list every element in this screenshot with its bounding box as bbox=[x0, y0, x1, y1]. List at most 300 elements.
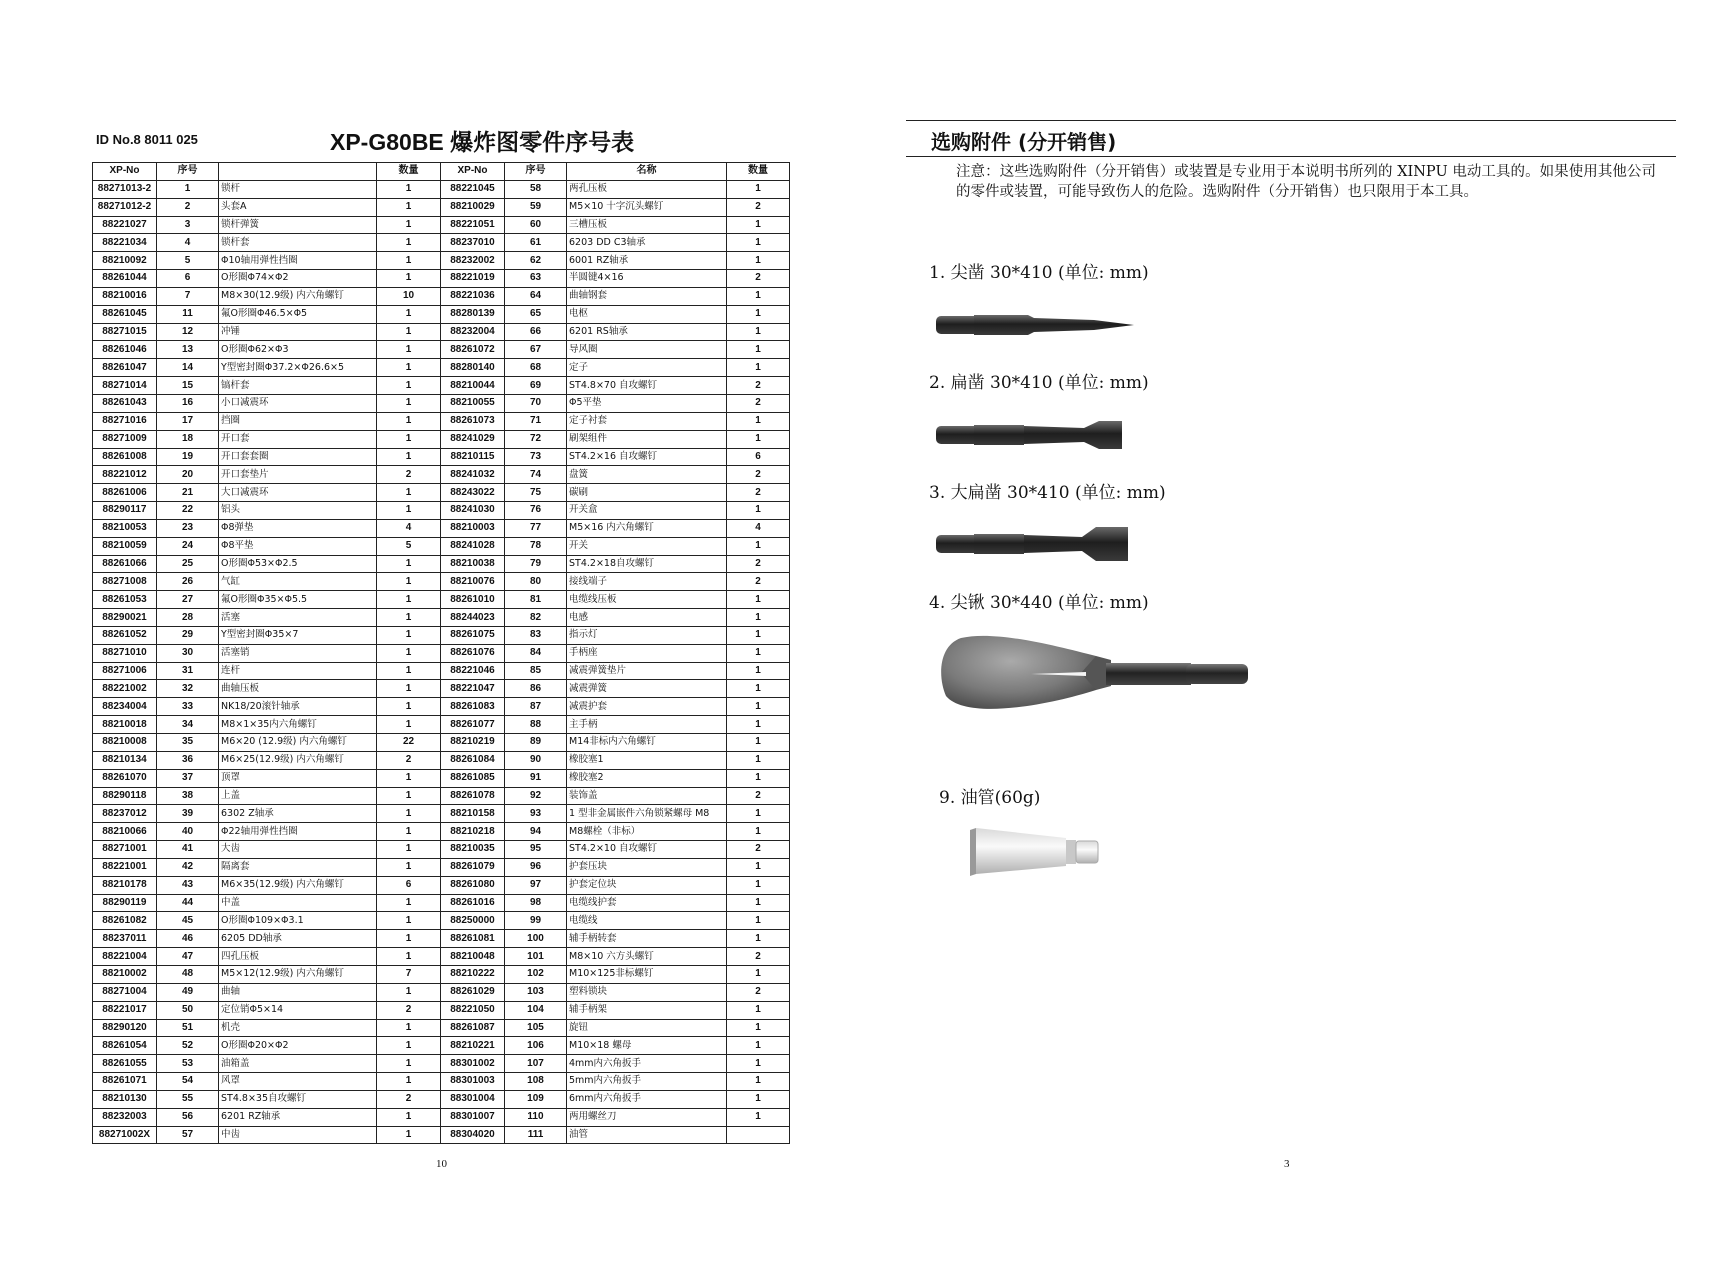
cell-xp-no: 88237010 bbox=[441, 234, 505, 252]
cell-name: Y型密封圈Φ35×7 bbox=[219, 626, 377, 644]
cell-qty: 2 bbox=[727, 787, 790, 805]
wide-chisel-icon bbox=[934, 525, 1130, 563]
cell-name: M8螺栓（非标） bbox=[567, 823, 727, 841]
cell-qty: 1 bbox=[727, 662, 790, 680]
cell-seq: 89 bbox=[505, 734, 567, 752]
cell-seq: 29 bbox=[157, 626, 219, 644]
cell-qty: 1 bbox=[727, 430, 790, 448]
cell-qty: 1 bbox=[377, 823, 441, 841]
cell-qty: 2 bbox=[727, 573, 790, 591]
table-row bbox=[93, 769, 790, 787]
cell-seq: 61 bbox=[505, 234, 567, 252]
table-row bbox=[93, 930, 790, 948]
cell-qty: 1 bbox=[727, 1037, 790, 1055]
cell-name: 5mm内六角扳手 bbox=[567, 1073, 727, 1091]
cell-qty: 1 bbox=[377, 591, 441, 609]
cell-seq: 3 bbox=[157, 216, 219, 234]
cell-xp-no: 88210076 bbox=[441, 573, 505, 591]
cell-qty: 1 bbox=[727, 1055, 790, 1073]
cell-seq: 91 bbox=[505, 769, 567, 787]
cell-xp-no: 88241029 bbox=[441, 430, 505, 448]
cell-qty: 1 bbox=[377, 680, 441, 698]
cell-qty: 1 bbox=[727, 502, 790, 520]
cell-seq: 81 bbox=[505, 591, 567, 609]
cell-qty: 22 bbox=[377, 734, 441, 752]
cell-qty: 2 bbox=[727, 466, 790, 484]
cell-qty: 1 bbox=[727, 876, 790, 894]
cell-xp-no: 88304020 bbox=[441, 1126, 505, 1144]
cell-qty: 2 bbox=[377, 466, 441, 484]
accessory-label: 9. 油管(60g) bbox=[939, 788, 1041, 808]
cell-qty: 1 bbox=[727, 858, 790, 876]
cell-xp-no: 88290117 bbox=[93, 502, 157, 520]
cell-seq: 2 bbox=[157, 198, 219, 216]
cell-xp-no: 88210016 bbox=[93, 287, 157, 305]
cell-seq: 107 bbox=[505, 1055, 567, 1073]
cell-seq: 60 bbox=[505, 216, 567, 234]
cell-name: Φ22轴用弹性挡圈 bbox=[219, 823, 377, 841]
header-qty: 数量 bbox=[727, 163, 790, 181]
cell-seq: 80 bbox=[505, 573, 567, 591]
cell-seq: 111 bbox=[505, 1126, 567, 1144]
cell-seq: 32 bbox=[157, 680, 219, 698]
cell-name: 4mm内六角扳手 bbox=[567, 1055, 727, 1073]
header-seq: 序号 bbox=[505, 163, 567, 181]
cell-name: M5×12(12.9级) 内六角螺钉 bbox=[219, 965, 377, 983]
cell-qty: 2 bbox=[377, 1090, 441, 1108]
cell-name: Φ5平垫 bbox=[567, 394, 727, 412]
cell-name: 锁杆套 bbox=[219, 234, 377, 252]
table-row bbox=[93, 912, 790, 930]
cell-name: 氟O形圈Φ35×Φ5.5 bbox=[219, 591, 377, 609]
cell-seq: 51 bbox=[157, 1019, 219, 1037]
cell-xp-no: 88210055 bbox=[441, 394, 505, 412]
left-page bbox=[0, 0, 856, 1282]
cell-name: 6203 DD C3轴承 bbox=[567, 234, 727, 252]
cell-xp-no: 88301007 bbox=[441, 1108, 505, 1126]
cell-name: NK18/20滚针轴承 bbox=[219, 698, 377, 716]
cell-name: 锁杆弹簧 bbox=[219, 216, 377, 234]
cell-name: 连杆 bbox=[219, 662, 377, 680]
cell-name: 手柄座 bbox=[567, 644, 727, 662]
cell-qty: 1 bbox=[377, 377, 441, 395]
cell-xp-no: 88221046 bbox=[441, 662, 505, 680]
table-row bbox=[93, 823, 790, 841]
cell-name: 减震护套 bbox=[567, 698, 727, 716]
cell-qty: 1 bbox=[377, 430, 441, 448]
cell-xp-no: 88210092 bbox=[93, 252, 157, 270]
cell-seq: 67 bbox=[505, 341, 567, 359]
cell-seq: 57 bbox=[157, 1126, 219, 1144]
cell-name: 橡胶塞2 bbox=[567, 769, 727, 787]
header-seq: 序号 bbox=[157, 163, 219, 181]
cell-seq: 30 bbox=[157, 644, 219, 662]
cell-name: 6302 Z轴承 bbox=[219, 805, 377, 823]
cell-xp-no: 88232003 bbox=[93, 1108, 157, 1126]
cell-seq: 82 bbox=[505, 609, 567, 627]
table-row bbox=[93, 1001, 790, 1019]
point-chisel-icon bbox=[934, 310, 1134, 340]
cell-name: 中齿 bbox=[219, 1126, 377, 1144]
table-header-row bbox=[93, 163, 790, 181]
cell-seq: 66 bbox=[505, 323, 567, 341]
cell-xp-no: 88271002X bbox=[93, 1126, 157, 1144]
section-title: 选购附件 (分开销售) bbox=[931, 130, 1117, 154]
cell-xp-no: 88261071 bbox=[93, 1073, 157, 1091]
cell-xp-no: 88210158 bbox=[441, 805, 505, 823]
cell-name: 开口套垫片 bbox=[219, 466, 377, 484]
cell-xp-no: 88221012 bbox=[93, 466, 157, 484]
cell-xp-no: 88271012-2 bbox=[93, 198, 157, 216]
cell-name: O形圈Φ109×Φ3.1 bbox=[219, 912, 377, 930]
cell-qty: 1 bbox=[377, 484, 441, 502]
cell-xp-no: 88261006 bbox=[93, 484, 157, 502]
cell-name: 电缆线压板 bbox=[567, 591, 727, 609]
cell-seq: 98 bbox=[505, 894, 567, 912]
cell-seq: 38 bbox=[157, 787, 219, 805]
cell-xp-no: 88210218 bbox=[441, 823, 505, 841]
cell-seq: 108 bbox=[505, 1073, 567, 1091]
cell-xp-no: 88210134 bbox=[93, 751, 157, 769]
cell-seq: 64 bbox=[505, 287, 567, 305]
cell-xp-no: 88210178 bbox=[93, 876, 157, 894]
cell-seq: 72 bbox=[505, 430, 567, 448]
cell-xp-no: 88221004 bbox=[93, 948, 157, 966]
cell-seq: 100 bbox=[505, 930, 567, 948]
accessory-label: 4. 尖锹 30*440 (单位: mm) bbox=[929, 593, 1149, 613]
cell-qty: 1 bbox=[727, 234, 790, 252]
cell-qty: 5 bbox=[377, 537, 441, 555]
cell-xp-no: 88290021 bbox=[93, 609, 157, 627]
table-row bbox=[93, 716, 790, 734]
cell-qty: 1 bbox=[727, 626, 790, 644]
table-row bbox=[93, 1126, 790, 1144]
cell-qty: 1 bbox=[727, 930, 790, 948]
cell-name: 定子 bbox=[567, 359, 727, 377]
cell-qty: 1 bbox=[727, 1073, 790, 1091]
cell-seq: 78 bbox=[505, 537, 567, 555]
cell-seq: 70 bbox=[505, 394, 567, 412]
cell-qty: 1 bbox=[727, 805, 790, 823]
cell-name: M6×20 (12.9级) 内六角螺钉 bbox=[219, 734, 377, 752]
cell-seq: 17 bbox=[157, 412, 219, 430]
table-row bbox=[93, 1073, 790, 1091]
cell-xp-no: 88271013-2 bbox=[93, 180, 157, 198]
cell-name: 曲轴钢套 bbox=[567, 287, 727, 305]
cell-seq: 86 bbox=[505, 680, 567, 698]
cell-qty: 1 bbox=[727, 751, 790, 769]
cell-qty: 1 bbox=[377, 662, 441, 680]
cell-qty: 1 bbox=[377, 252, 441, 270]
cell-seq: 50 bbox=[157, 1001, 219, 1019]
divider bbox=[906, 156, 1676, 157]
table-row bbox=[93, 216, 790, 234]
cell-name: 半圆键4×16 bbox=[567, 270, 727, 288]
cell-name: M10×18 螺母 bbox=[567, 1037, 727, 1055]
accessory-label: 3. 大扁凿 30*410 (单位: mm) bbox=[929, 483, 1166, 503]
table-row bbox=[93, 484, 790, 502]
cell-qty: 1 bbox=[727, 769, 790, 787]
cell-qty: 1 bbox=[377, 180, 441, 198]
cell-qty: 1 bbox=[377, 394, 441, 412]
table-row bbox=[93, 876, 790, 894]
cell-qty: 1 bbox=[727, 1090, 790, 1108]
cell-name: 三槽压板 bbox=[567, 216, 727, 234]
cell-seq: 85 bbox=[505, 662, 567, 680]
cell-qty: 1 bbox=[377, 626, 441, 644]
cell-name: ST4.2×18自攻螺钉 bbox=[567, 555, 727, 573]
table-row bbox=[93, 341, 790, 359]
cell-qty: 1 bbox=[727, 323, 790, 341]
cell-xp-no: 88232004 bbox=[441, 323, 505, 341]
table-row bbox=[93, 894, 790, 912]
spade-chisel-icon bbox=[936, 628, 1256, 728]
table-row bbox=[93, 841, 790, 859]
cell-name: 电感 bbox=[567, 609, 727, 627]
cell-seq: 88 bbox=[505, 716, 567, 734]
table-row bbox=[93, 948, 790, 966]
cell-seq: 39 bbox=[157, 805, 219, 823]
cell-seq: 110 bbox=[505, 1108, 567, 1126]
cell-name: 中盖 bbox=[219, 894, 377, 912]
cell-seq: 102 bbox=[505, 965, 567, 983]
cell-xp-no: 88271015 bbox=[93, 323, 157, 341]
cell-xp-no: 88290118 bbox=[93, 787, 157, 805]
cell-xp-no: 88261053 bbox=[93, 591, 157, 609]
cell-name: 减震弹簧 bbox=[567, 680, 727, 698]
cell-name: 机壳 bbox=[219, 1019, 377, 1037]
cell-qty: 1 bbox=[727, 716, 790, 734]
table-row bbox=[93, 1037, 790, 1055]
header-qty: 数量 bbox=[377, 163, 441, 181]
table-row bbox=[93, 305, 790, 323]
cell-xp-no: 88261078 bbox=[441, 787, 505, 805]
cell-qty: 1 bbox=[377, 1126, 441, 1144]
cell-xp-no: 88210002 bbox=[93, 965, 157, 983]
cell-seq: 42 bbox=[157, 858, 219, 876]
cell-xp-no: 88237012 bbox=[93, 805, 157, 823]
cell-qty: 1 bbox=[377, 858, 441, 876]
cell-xp-no: 88280140 bbox=[441, 359, 505, 377]
cell-xp-no: 88261082 bbox=[93, 912, 157, 930]
parts-table-body bbox=[93, 180, 790, 1144]
cell-seq: 79 bbox=[505, 555, 567, 573]
cell-qty: 1 bbox=[727, 287, 790, 305]
cell-name: O形圈Φ20×Φ2 bbox=[219, 1037, 377, 1055]
cell-qty: 1 bbox=[377, 698, 441, 716]
cell-qty: 1 bbox=[727, 412, 790, 430]
cell-xp-no: 88221047 bbox=[441, 680, 505, 698]
cell-seq: 34 bbox=[157, 716, 219, 734]
cell-qty: 1 bbox=[377, 894, 441, 912]
cell-seq: 4 bbox=[157, 234, 219, 252]
cell-qty: 1 bbox=[377, 1037, 441, 1055]
cell-xp-no: 88301002 bbox=[441, 1055, 505, 1073]
cell-xp-no: 88290120 bbox=[93, 1019, 157, 1037]
cell-seq: 12 bbox=[157, 323, 219, 341]
cell-seq: 5 bbox=[157, 252, 219, 270]
cell-xp-no: 88210059 bbox=[93, 537, 157, 555]
cell-xp-no: 88261066 bbox=[93, 555, 157, 573]
cell-name: 开口套 bbox=[219, 430, 377, 448]
cell-qty: 1 bbox=[727, 341, 790, 359]
divider bbox=[906, 120, 1676, 121]
table-row bbox=[93, 287, 790, 305]
header-name: 名称 bbox=[567, 163, 727, 181]
cell-qty: 1 bbox=[377, 787, 441, 805]
cell-xp-no: 88234004 bbox=[93, 698, 157, 716]
cell-qty: 1 bbox=[377, 716, 441, 734]
cell-seq: 54 bbox=[157, 1073, 219, 1091]
document-id: ID No.8 8011 025 bbox=[96, 132, 198, 147]
cell-xp-no: 88271008 bbox=[93, 573, 157, 591]
cell-seq: 52 bbox=[157, 1037, 219, 1055]
cell-xp-no: 88241030 bbox=[441, 502, 505, 520]
cell-name: M5×10 十字沉头螺钉 bbox=[567, 198, 727, 216]
cell-qty: 1 bbox=[727, 180, 790, 198]
cell-name: 辅手柄转套 bbox=[567, 930, 727, 948]
cell-seq: 41 bbox=[157, 841, 219, 859]
table-row bbox=[93, 662, 790, 680]
cell-seq: 26 bbox=[157, 573, 219, 591]
cell-xp-no: 88210008 bbox=[93, 734, 157, 752]
table-row bbox=[93, 270, 790, 288]
right-page bbox=[856, 0, 1713, 1282]
cell-xp-no: 88261083 bbox=[441, 698, 505, 716]
cell-qty: 7 bbox=[377, 965, 441, 983]
cell-qty: 1 bbox=[377, 644, 441, 662]
cell-xp-no: 88221034 bbox=[93, 234, 157, 252]
cell-qty: 1 bbox=[727, 965, 790, 983]
cell-qty: 2 bbox=[377, 751, 441, 769]
table-row bbox=[93, 965, 790, 983]
cell-qty: 2 bbox=[727, 270, 790, 288]
cell-xp-no: 88210038 bbox=[441, 555, 505, 573]
cell-seq: 58 bbox=[505, 180, 567, 198]
cell-name: 小口减震环 bbox=[219, 394, 377, 412]
cell-seq: 68 bbox=[505, 359, 567, 377]
cell-qty: 1 bbox=[727, 734, 790, 752]
accessory-label: 2. 扁凿 30*410 (单位: mm) bbox=[929, 373, 1149, 393]
cell-qty: 1 bbox=[377, 841, 441, 859]
page-title: XP-G80BE 爆炸图零件序号表 bbox=[330, 129, 635, 155]
cell-xp-no: 88210115 bbox=[441, 448, 505, 466]
cell-name: 镐杆套 bbox=[219, 377, 377, 395]
cell-seq: 59 bbox=[505, 198, 567, 216]
cell-name: M8×1×35内六角螺钉 bbox=[219, 716, 377, 734]
cell-qty: 2 bbox=[727, 394, 790, 412]
cell-qty: 1 bbox=[377, 805, 441, 823]
cell-name: 6201 RS轴承 bbox=[567, 323, 727, 341]
cell-name: 铝头 bbox=[219, 502, 377, 520]
cell-seq: 47 bbox=[157, 948, 219, 966]
cell-seq: 97 bbox=[505, 876, 567, 894]
cell-name: M5×16 内六角螺钉 bbox=[567, 519, 727, 537]
cell-seq: 1 bbox=[157, 180, 219, 198]
cell-qty: 1 bbox=[377, 609, 441, 627]
cell-name: 活塞销 bbox=[219, 644, 377, 662]
cell-qty: 1 bbox=[377, 502, 441, 520]
cell-name: M8×30(12.9级) 内六角螺钉 bbox=[219, 287, 377, 305]
cell-xp-no: 88271001 bbox=[93, 841, 157, 859]
table-row bbox=[93, 787, 790, 805]
cell-xp-no: 88210130 bbox=[93, 1090, 157, 1108]
cell-seq: 25 bbox=[157, 555, 219, 573]
cell-seq: 84 bbox=[505, 644, 567, 662]
cell-name: Φ10轴用弹性挡圈 bbox=[219, 252, 377, 270]
table-row bbox=[93, 537, 790, 555]
cell-xp-no: 88261047 bbox=[93, 359, 157, 377]
cell-qty: 1 bbox=[727, 680, 790, 698]
cell-qty: 2 bbox=[727, 377, 790, 395]
cell-qty: 1 bbox=[377, 359, 441, 377]
cell-name: 顶罩 bbox=[219, 769, 377, 787]
cell-seq: 75 bbox=[505, 484, 567, 502]
cell-seq: 20 bbox=[157, 466, 219, 484]
cell-xp-no: 88261046 bbox=[93, 341, 157, 359]
cell-xp-no: 88221002 bbox=[93, 680, 157, 698]
cell-name: M6×25(12.9级) 内六角螺钉 bbox=[219, 751, 377, 769]
cell-seq: 76 bbox=[505, 502, 567, 520]
cell-seq: 90 bbox=[505, 751, 567, 769]
cell-name: Y型密封圈Φ37.2×Φ26.6×5 bbox=[219, 359, 377, 377]
cell-xp-no: 88271004 bbox=[93, 983, 157, 1001]
cell-seq: 21 bbox=[157, 484, 219, 502]
cell-name: 油管 bbox=[567, 1126, 727, 1144]
cell-xp-no: 88301004 bbox=[441, 1090, 505, 1108]
cell-qty: 1 bbox=[377, 341, 441, 359]
cell-seq: 73 bbox=[505, 448, 567, 466]
cell-name: 橡胶塞1 bbox=[567, 751, 727, 769]
cell-xp-no: 88261072 bbox=[441, 341, 505, 359]
cell-xp-no: 88290119 bbox=[93, 894, 157, 912]
cell-seq: 109 bbox=[505, 1090, 567, 1108]
cell-qty: 1 bbox=[727, 1019, 790, 1037]
cell-name: 风罩 bbox=[219, 1073, 377, 1091]
cell-xp-no: 88221050 bbox=[441, 1001, 505, 1019]
cell-qty: 1 bbox=[377, 769, 441, 787]
cell-name: 冲锤 bbox=[219, 323, 377, 341]
cell-seq: 105 bbox=[505, 1019, 567, 1037]
cell-name: ST4.2×16 自攻螺钉 bbox=[567, 448, 727, 466]
cell-qty: 1 bbox=[727, 894, 790, 912]
cell-name: 6205 DD轴承 bbox=[219, 930, 377, 948]
cell-name: 电缆线护套 bbox=[567, 894, 727, 912]
cell-qty: 1 bbox=[727, 591, 790, 609]
cell-seq: 7 bbox=[157, 287, 219, 305]
cell-seq: 13 bbox=[157, 341, 219, 359]
cell-name: M14非标内六角螺钉 bbox=[567, 734, 727, 752]
cell-xp-no: 88271010 bbox=[93, 644, 157, 662]
cell-name: M10×125非标螺钉 bbox=[567, 965, 727, 983]
cell-xp-no: 88210219 bbox=[441, 734, 505, 752]
cell-qty: 1 bbox=[377, 412, 441, 430]
cell-name: 头套A bbox=[219, 198, 377, 216]
cell-seq: 27 bbox=[157, 591, 219, 609]
cell-qty: 1 bbox=[377, 983, 441, 1001]
cell-xp-no: 88237011 bbox=[93, 930, 157, 948]
cell-xp-no: 88221017 bbox=[93, 1001, 157, 1019]
table-row bbox=[93, 448, 790, 466]
cell-name: ST4.8×35自攻螺钉 bbox=[219, 1090, 377, 1108]
cell-name: 电枢 bbox=[567, 305, 727, 323]
cell-qty: 1 bbox=[377, 234, 441, 252]
cell-xp-no: 88210066 bbox=[93, 823, 157, 841]
cell-name: O形圈Φ74×Φ2 bbox=[219, 270, 377, 288]
cell-qty bbox=[727, 1126, 790, 1144]
table-row bbox=[93, 805, 790, 823]
cell-xp-no: 88271006 bbox=[93, 662, 157, 680]
